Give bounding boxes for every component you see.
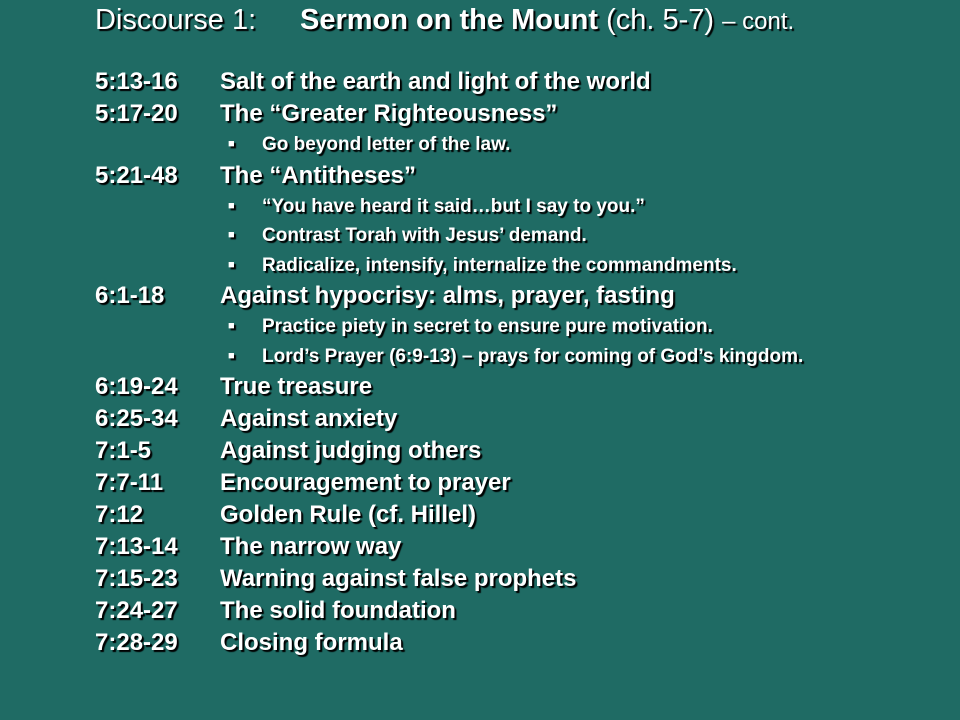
title-discourse-label: Discourse 1: (95, 4, 257, 36)
outline-item (95, 98, 955, 130)
outline-item (95, 499, 955, 531)
outline-ref: 5:21-48 (95, 161, 178, 189)
outline-item (95, 435, 955, 467)
outline-desc: Golden Rule (cf. Hillel) (220, 501, 477, 528)
outline-ref: 7:7-11 (95, 469, 164, 496)
outline-desc: The solid foundation (220, 597, 456, 624)
outline-desc: The “Antitheses” (220, 161, 417, 189)
outline-item (95, 371, 955, 403)
outline-subpoint (95, 342, 955, 372)
outline-ref: 7:24-27 (95, 597, 178, 624)
outline-desc: Warning against false prophets (220, 565, 577, 592)
title-continued: – cont. (722, 8, 795, 35)
outline-desc: The “Greater Righteousness” (220, 100, 558, 127)
outline-subpoint (95, 221, 955, 251)
subpoint-text: Lord’s Prayer (6:9-13) – prays for coming of God’s kingdom. (262, 345, 804, 367)
square-bullet-icon: ■ (228, 320, 235, 332)
outline-ref: 6:19-24 (95, 373, 178, 400)
outline-item (95, 467, 955, 499)
outline-ref: 6:1-18 (95, 282, 165, 309)
outline-ref: 7:13-14 (95, 533, 178, 560)
outline-desc: Against judging others (220, 437, 482, 464)
outline-ref: 7:28-29 (95, 629, 178, 656)
outline-desc: True treasure (220, 373, 373, 400)
outline-desc: The narrow way (220, 533, 402, 560)
outline-subpoint (95, 312, 955, 342)
subpoint-text: “You have heard it said…but I say to you.” (262, 195, 645, 217)
square-bullet-icon: ■ (228, 229, 235, 241)
outline-ref: 6:25-34 (95, 405, 178, 432)
subpoint-text: Practice piety in secret to ensure pure motivation. (262, 316, 713, 337)
square-bullet-icon: ■ (228, 349, 235, 362)
outline-subpoint (95, 130, 955, 160)
outline-item (95, 66, 955, 98)
outline-desc: Salt of the earth and light of the world (220, 68, 651, 95)
outline-item (95, 595, 955, 627)
outline-desc: Against hypocrisy: alms, prayer, fasting (220, 282, 675, 309)
outline-desc: Against anxiety (220, 405, 398, 432)
outline-subpoint (95, 192, 955, 222)
outline-item (95, 160, 955, 192)
title-chapters: (ch. 5-7) (606, 4, 715, 36)
subpoint-text: Go beyond letter of the law. (262, 134, 511, 155)
subpoint-text: Contrast Torah with Jesus’ demand. (262, 225, 587, 246)
slide-title (95, 2, 794, 40)
square-bullet-icon: ■ (228, 258, 235, 271)
outline-desc: Closing formula (220, 629, 403, 656)
square-bullet-icon: ■ (228, 199, 235, 212)
outline-ref: 7:12 (95, 501, 144, 528)
outline-ref: 7:15-23 (95, 565, 178, 592)
outline-item (95, 403, 955, 435)
square-bullet-icon: ■ (228, 138, 235, 150)
outline-ref: 5:17-20 (95, 100, 178, 127)
outline-list (95, 66, 955, 659)
outline-ref: 7:1-5 (95, 437, 152, 464)
outline-item (95, 531, 955, 563)
outline-item (95, 563, 955, 595)
outline-desc: Encouragement to prayer (220, 469, 511, 496)
outline-ref: 5:13-16 (95, 68, 178, 95)
title-sermon-name: Sermon on the Mount (300, 4, 599, 36)
outline-item (95, 280, 955, 312)
outline-item (95, 627, 955, 659)
outline-subpoint (95, 251, 955, 281)
subpoint-text: Radicalize, intensify, internalize the commandments. (262, 254, 737, 276)
